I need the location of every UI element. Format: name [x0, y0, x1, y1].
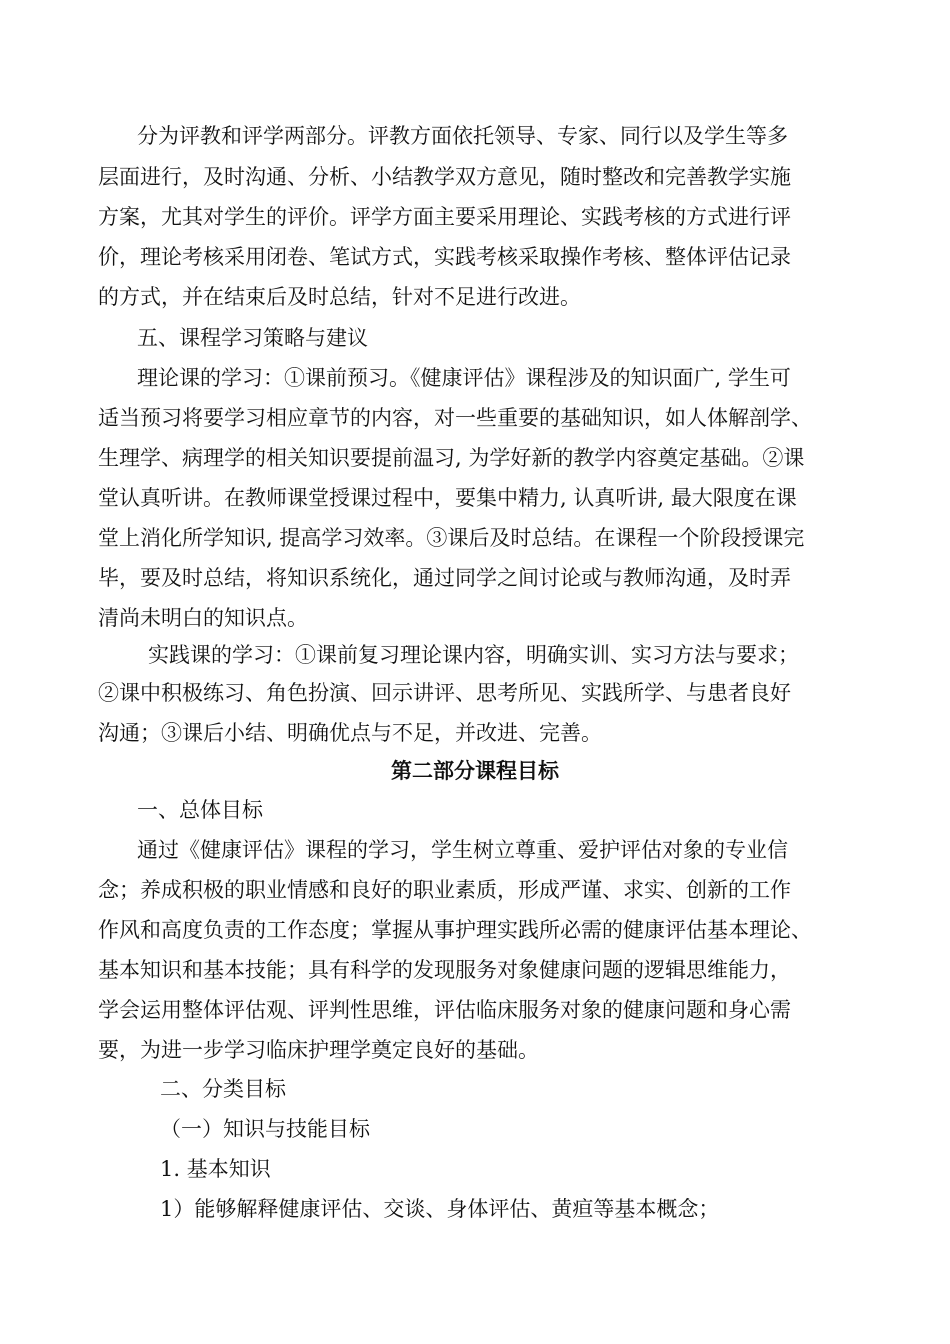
theory-line-4: 堂认真听讲。在教师课堂授课过程中，要集中精力, 认真听讲, 最大限度在课 — [98, 486, 797, 510]
knowledge-item-1: 1）能够解释健康评估、交谈、身体评估、黄疸等基本概念； — [160, 1197, 720, 1221]
basic-knowledge-heading: 1. 基本知识 — [160, 1157, 271, 1181]
theory-line-2: 适当预习将要学习相应章节的内容，对一些重要的基础知识，如人体解剖学、 — [98, 406, 812, 430]
section5-heading: 五、课程学习策略与建议 — [137, 326, 368, 350]
theory-line-6: 毕，要及时总结，将知识系统化，通过同学之间讨论或与教师沟通，及时弄 — [98, 566, 791, 590]
classified-heading: 二、分类目标 — [160, 1077, 286, 1101]
overall-line-1: 通过《健康评估》课程的学习，学生树立尊重、爱护评估对象的专业信 — [137, 838, 788, 862]
part2-heading: 第二部分课程目标 — [391, 759, 559, 783]
overall-line-6: 要，为进一步学习临床护理学奠定良好的基础。 — [98, 1038, 539, 1062]
overall-line-2: 念；养成积极的职业情感和良好的职业素质，形成严谨、求实、创新的工作 — [98, 878, 791, 902]
practice-line-3: 沟通；③课后小结、明确优点与不足，并改进、完善。 — [98, 721, 602, 745]
theory-line-7: 清尚未明白的知识点。 — [98, 606, 308, 630]
overall-heading: 一、总体目标 — [137, 798, 263, 822]
practice-line-2: ②课中积极练习、角色扮演、回示讲评、思考所见、实践所学、与患者良好 — [98, 681, 791, 705]
theory-line-3: 生理学、病理学的相关知识要提前温习, 为学好新的教学内容奠定基础。②课 — [98, 446, 805, 470]
knowledge-skills-heading: （一）知识与技能目标 — [160, 1117, 370, 1141]
eval-line-2: 层面进行，及时沟通、分析、小结教学双方意见，随时整改和完善教学实施 — [98, 165, 791, 189]
practice-line-1: 实践课的学习：①课前复习理论课内容，明确实训、实习方法与要求； — [148, 643, 799, 667]
eval-line-4: 价，理论考核采用闭卷、笔试方式，实践考核采取操作考核、整体评估记录 — [98, 245, 791, 269]
eval-line-5: 的方式，并在结束后及时总结，针对不足进行改进。 — [98, 285, 581, 309]
eval-line-3: 方案，尤其对学生的评价。评学方面主要采用理论、实践考核的方式进行评 — [98, 205, 791, 229]
overall-line-5: 学会运用整体评估观、评判性思维，评估临床服务对象的健康问题和身心需 — [98, 998, 791, 1022]
eval-line-1: 分为评教和评学两部分。评教方面依托领导、专家、同行以及学生等多 — [137, 124, 788, 148]
overall-line-3: 作风和高度负责的工作态度；掌握从事护理实践所必需的健康评估基本理论、 — [98, 918, 812, 942]
theory-line-1: 理论课的学习：①课前预习。《健康评估》课程涉及的知识面广, 学生可 — [137, 366, 791, 390]
theory-line-5: 堂上消化所学知识, 提高学习效率。③课后及时总结。在课程一个阶段授课完 — [98, 526, 805, 550]
overall-line-4: 基本知识和基本技能；具有科学的发现服务对象健康问题的逻辑思维能力， — [98, 958, 791, 982]
